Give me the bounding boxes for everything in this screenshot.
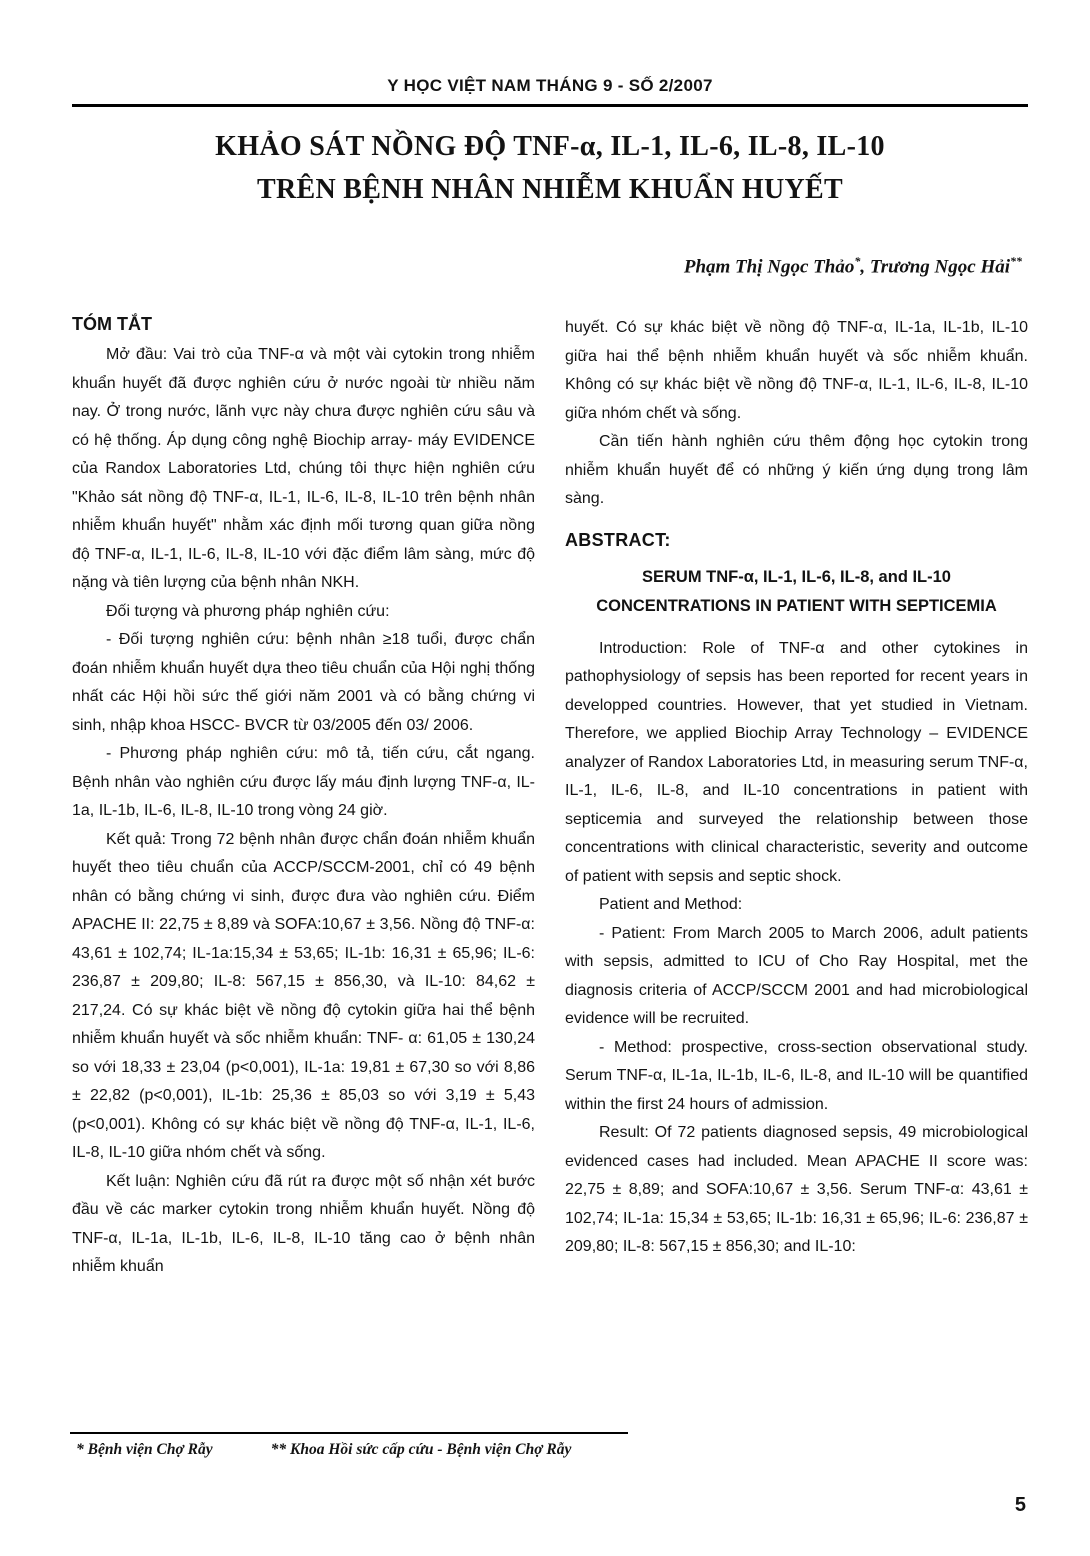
paragraph-methods-label-vn: Đối tượng và phương pháp nghiên cứu: [106, 602, 390, 620]
paragraph-method-vn: - Phương pháp nghiên cứu: mô tả, tiến cứu, cắt ngang. Bệnh nhân vào nghiên cứu được lấy máu định lượng TNF-α, IL-1a, IL-1b, IL-6, IL-8, IL-10 trong vòng 24 giờ. [72, 745, 535, 820]
paragraph-conclusion-vn: Kết luận: Nghiên cứu đã rút ra được một số nhận xét bước đầu về các marker cytokin trong nhiễm khuẩn huyết. Nồng độ TNF-α, IL-1a, IL-1b, IL-6, IL-8, IL-10 tăng cao ở bệnh nhân nhiễm khuẩn [72, 1172, 535, 1276]
journal-header-line: Y HỌC VIỆT NAM THÁNG 9 - SỐ 2/2007 [387, 76, 713, 95]
header-rule [72, 104, 1028, 107]
section-heading-abstract: ABSTRACT: [565, 529, 671, 550]
authors-line [72, 254, 1028, 278]
paragraph-conclusion-continuation: huyết. Có sự khác biệt về nồng độ TNF-α, IL-1a, IL-1b, IL-10 giữa hai thể bệnh nhiễm khuẩn huyết và sốc nhiễm khuẩn. Không có sự khác biệt về nồng độ TNF-α, IL-1, IL-6, IL-8, IL-10 giữa nhóm chết và sống. [565, 319, 1028, 422]
section-heading-tom-tat: TÓM TẮT [72, 314, 152, 335]
page-number: 5 [1014, 1494, 1026, 1516]
author-1: Phạm Thị Ngọc Thảo [683, 256, 855, 278]
article-title-line1: KHẢO SÁT NỒNG ĐỘ TNF-α, IL-1, IL-6, IL-8, IL-10 [215, 131, 885, 162]
author-1-footnote-marker: * [854, 253, 861, 268]
left-column [72, 314, 535, 1282]
paragraph-further-research-vn: Cần tiến hành nghiên cứu thêm động học cytokin trong nhiễm khuẩn huyết để có những ý kiến ứng dụng trong lâm sàng. [565, 433, 1028, 508]
paragraph-intro-vn: Mở đầu: Vai trò của TNF-α và một vài cytokin trong nhiễm khuẩn huyết đã được nghiên cứu ở nước ngoài từ nhiều năm nay. Ở trong nước, lãnh vực này chưa được nghiên cứu sâu và có hệ thống. Áp dụng công nghệ Biochip array- máy EVIDENCE của Randox Laboratories Ltd, chúng tôi thực hiện nghiên cứu "Khảo sát nồng độ TNF-α, IL-1, IL-6, IL-8, IL-10 trên bệnh nhân nhiễm khuẩn huyết" nhằm xác định mối tương quan giữa nồng độ TNF-α, IL-1, IL-6, IL-8, IL-10 với đặc điểm lâm sàng, mức độ nặng và tiên lượng của bệnh nhân NKH. [72, 346, 535, 592]
author-2: , Trương Ngọc Hải [860, 256, 1010, 278]
footnotes [76, 1441, 571, 1459]
paragraph-patient-method-label-en: Patient and Method: [599, 896, 743, 914]
footnote-first-affiliation: * Bệnh viện Chợ Rẫy [76, 1441, 213, 1458]
paragraph-subjects-vn: - Đối tượng nghiên cứu: bệnh nhân ≥18 tuổi, được chẩn đoán nhiễm khuẩn huyết dựa theo tiêu chuẩn của Hội nghị thống nhất các Hội hồi sức thế giới năm 2001 và có bằng chứng vi sinh, nhập khoa HSCC- BVCR từ 03/2005 đến 03/ 2006. [72, 631, 535, 734]
paragraph-method-en: - Method: prospective, cross-section observational study. Serum TNF-α, IL-1a, IL-1b, IL-6, IL-8, and IL-10 will be quantified within the first 24 hours of admission. [565, 1038, 1028, 1113]
paragraph-introduction-en: Introduction: Role of TNF-α and other cytokines in pathophysiology of sepsis has been reported for recent years in developped countries. However, that yet studied in Vietnam. Therefore, we applied Biochip Array Technology – EVIDENCE analyzer of Randox Laboratories Ltd, in measuring serum TNF-α, IL-1, IL-6, IL-8, and IL-10 concentrations in patient with septicemia and surveyed the relationship between those concentrations with clinical characteristic, severity and outcome of patient with sepsis and septic shock. [565, 639, 1028, 885]
footnote-rule [70, 1432, 628, 1434]
article-title [72, 125, 1028, 212]
paragraph-results-vn: Kết quả: Trong 72 bệnh nhân được chẩn đoán nhiễm khuẩn huyết theo tiêu chuẩn của ACCP/SCCM-2001, chỉ có 49 bệnh nhân có bằng chứng vi sinh, được đưa vào nghiên cứu. Điểm APACHE II: 22,75 ± 8,89 và SOFA:10,67 ± 3,56. Nồng độ TNF-α: 43,61 ± 102,74; IL-1a:15,34 ± 53,65; IL-1b: 16,31 ± 65,96; IL-6: 236,87 ± 209,80; IL-8: 567,15 ± 856,30, và IL-10: 84,62 ± 217,24. Có sự khác biệt về nồng độ cytokin giữa hai thể bệnh nhiễm khuẩn huyết và sốc nhiễm khuẩn: TNF- α: 61,05 ± 130,24 so với 18,33 ± 23,04 (p<0,001), IL-1a: 19,81 ± 67,30 so với 8,86 ± 22,82 (p<0,001), IL-1b: 25,36 ± 85,03 so với 3,19 ± 5,43 (p<0,001). Không có sự khác biệt về nồng độ TNF-α, IL-1, IL-6, IL-8, IL-10 giữa nhóm chết và sống. [72, 830, 535, 1162]
two-column-body [72, 314, 1028, 1282]
author-2-footnote-marker: ** [1010, 253, 1022, 268]
abstract-title: SERUM TNF-α, IL-1, IL-6, IL-8, and IL-10 CONCENTRATIONS IN PATIENT WITH SEPTICEMIA [596, 567, 997, 615]
footnote-second-affiliation: ** Khoa Hồi sức cấp cứu - Bệnh viện Chợ Rẫy [270, 1441, 572, 1458]
right-column [565, 314, 1028, 1282]
paragraph-patient-en: - Patient: From March 2005 to March 2006, adult patients with sepsis, admitted to ICU of Cho Ray Hospital, met the diagnosis criteria of ACCP/SCCM 2001 and had microbiological evidence will be recruited. [565, 924, 1028, 1028]
paragraph-result-en: Result: Of 72 patients diagnosed sepsis, 49 microbiological evidenced cases had included. Mean APACHE II score was: 22,75 ± 8,89; and SOFA:10,67 ± 3,56. Serum TNF-α: 43,61 ± 102,74; IL-1a: 15,34 ± 53,65; IL-1b: 16,31 ± 65,96; IL-6: 236,87 ± 209,80; IL-8: 567,15 ± 856,30; and IL-10: [565, 1124, 1028, 1256]
article-title-line2: TRÊN BỆNH NHÂN NHIỄM KHUẨN HUYẾT [257, 174, 843, 206]
